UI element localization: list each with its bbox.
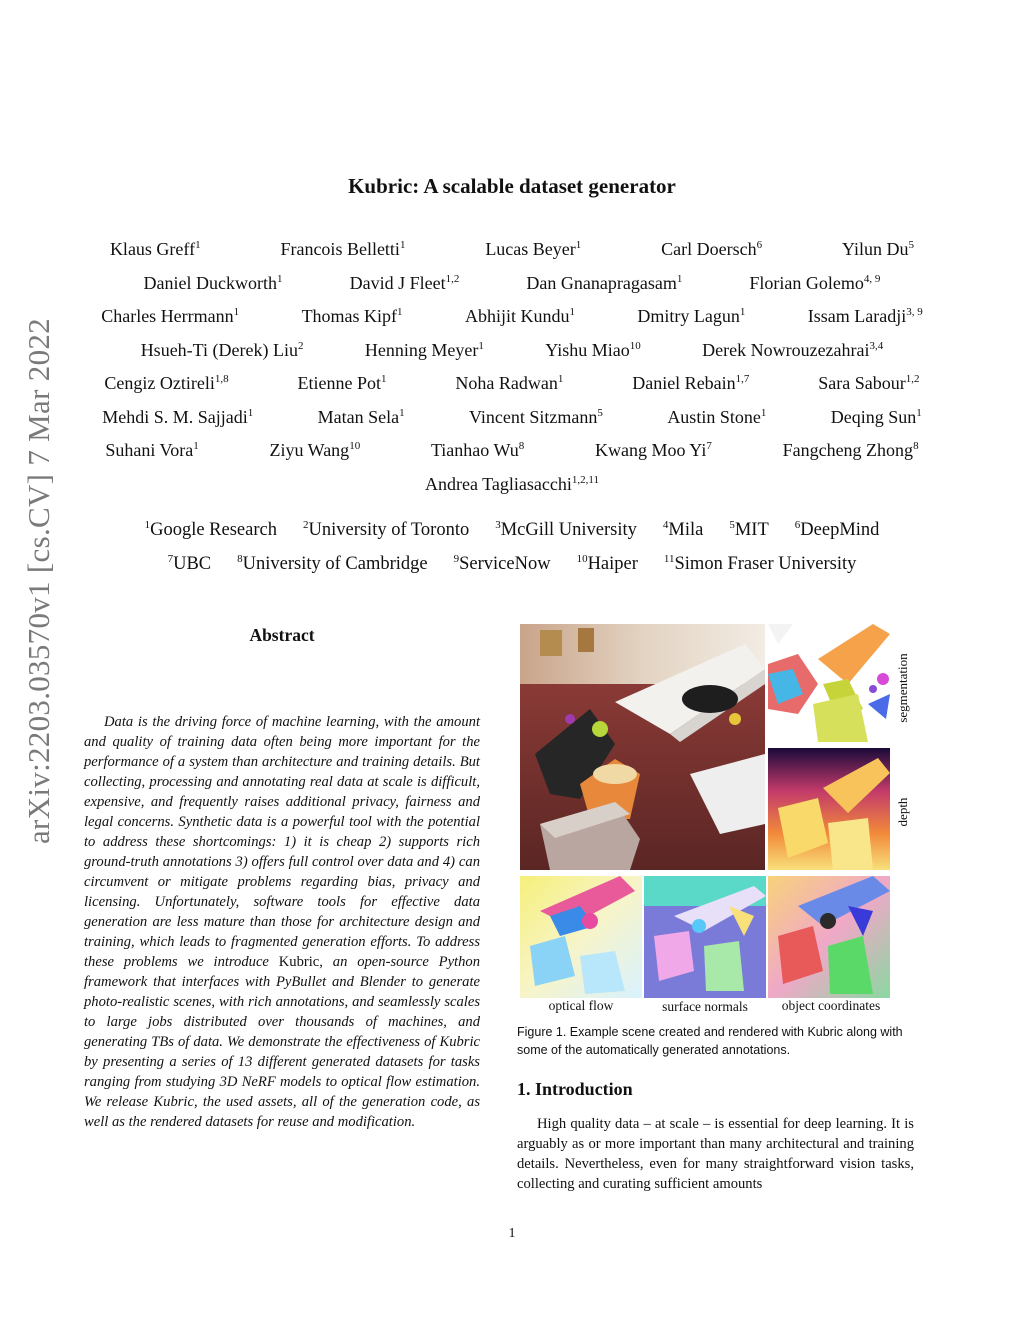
author-affiliation-number: 1 — [381, 373, 387, 385]
author-affiliation-number: 1 — [277, 273, 283, 285]
affiliation: $^{10}$Haiper — [576, 552, 638, 574]
author-name: Thomas Kipf$^1$ — [301, 306, 403, 326]
affiliation-number: 4 — [662, 518, 669, 531]
object-coordinates-image — [768, 876, 890, 998]
author-affiliation-number: 5 — [908, 239, 915, 251]
kubric-name: Kubric — [278, 954, 320, 970]
author-name: Suhani Vora$^1$ — [105, 440, 199, 460]
abstract-text-part: Data is the driving force of machine learning, with the amount and quality of training data often being more important for the performance of a system than architecture and training details. But collecting, processing and annotating real data at scale is difficult, expensive, and frequently raises additional privacy, fairness and legal concerns. Synthetic data is a powerful tool with the potential to address these shortcomings: 1) it is cheap 2) supports rich ground-truth annotations 3) offers full control over data and 4) can circumvent or mitigate problems regarding bias, privacy and licensing. Unfortunately, software tools for effective data generation are less mature than those for architecture design and training, which leads to fragmented generation efforts. To address these problems we introduce — [84, 714, 480, 970]
author-name: Hsueh-Ti (Derek) Liu$^2$ — [140, 340, 304, 360]
author-name: Abhijit Kundu$^1$ — [464, 306, 575, 326]
author-affiliation-number: 1,8 — [214, 373, 229, 385]
author-affiliation-number: 1 — [195, 239, 201, 251]
author-name: David J Fleet$^{1,2}$ — [349, 273, 460, 293]
author-name: Issam Laradji$^{3, 9}$ — [807, 306, 923, 326]
author-affiliation-number: 1,7 — [735, 373, 750, 385]
author-name: Sara Sabour$^{1,2}$ — [818, 373, 920, 393]
affiliation: $^7$UBC — [167, 552, 212, 574]
author-name: Dmitry Lagun$^1$ — [637, 306, 746, 326]
affiliation-number: 2 — [302, 518, 309, 531]
author-name: Andrea Tagliasacchi$^{1,2,11}$ — [425, 474, 599, 494]
author-row — [70, 373, 954, 394]
author-row — [110, 273, 914, 294]
author-name: Mehdi S. M. Sajjadi$^1$ — [102, 407, 254, 427]
author-affiliation-number: 1 — [399, 239, 406, 251]
author-affiliation-number: 1 — [916, 407, 922, 419]
author-affiliation-number: 10 — [349, 440, 361, 452]
affiliation: $^3$McGill University — [495, 518, 637, 540]
author-name: Ziyu Wang$^{10}$ — [269, 440, 361, 460]
author-affiliation-number: 1 — [478, 340, 484, 352]
segmentation-image — [768, 624, 890, 746]
figure-label-depth: depth — [895, 797, 910, 827]
author-affiliation-number: 8 — [913, 440, 919, 452]
affiliation-number: 9 — [453, 552, 460, 565]
author-row — [70, 239, 954, 260]
author-name: Dan Gnanapragasam$^1$ — [526, 273, 683, 293]
author-name: Yishu Miao$^{10}$ — [545, 340, 641, 360]
author-affiliation-number: 3, 9 — [906, 306, 923, 318]
author-name: Etienne Pot$^1$ — [297, 373, 387, 393]
author-affiliation-number: 1,2 — [905, 373, 920, 385]
affiliation: $^1$Google Research — [144, 518, 277, 540]
affiliation-number: 8 — [237, 552, 243, 565]
author-row — [70, 306, 954, 327]
author-affiliation-number: 7 — [706, 440, 712, 452]
author-name: Fangcheng Zhong$^8$ — [782, 440, 919, 460]
author-name: Kwang Moo Yi$^7$ — [594, 440, 712, 460]
affiliation: $^{11}$Simon Fraser University — [663, 552, 857, 574]
author-affiliation-number: 6 — [756, 239, 763, 251]
author-row — [70, 474, 954, 495]
affiliation: $^8$University of Cambridge — [237, 552, 428, 574]
figure-label-optical-flow: optical flow — [548, 998, 614, 1013]
author-name: Daniel Rebain$^{1,7}$ — [632, 373, 750, 393]
affiliation-number: 3 — [495, 518, 501, 531]
surface-normals-image — [644, 876, 766, 998]
figure-label-segmentation: segmentation — [895, 653, 910, 723]
affiliation: $^9$ServiceNow — [453, 552, 551, 574]
author-affiliation-number: 1 — [575, 239, 582, 251]
author-affiliation-number: 1,2 — [445, 273, 460, 285]
affiliation-number: 1 — [144, 518, 151, 531]
arxiv-identifier-stamp: arXiv:2203.03570v1 [cs.CV] 7 Mar 2022 — [21, 318, 56, 844]
author-affiliation-number: 1 — [676, 273, 683, 285]
author-name: Vincent Sitzmann$^5$ — [469, 407, 603, 427]
abstract-text-part: , an open-source Python framework that interfaces with PyBullet and Blender to generate photo-realistic scenes, with rich annotations, and seamlessly scales to large jobs distributed over thousands of machines, and generating TBs of data. We demonstrate the effectiveness of Kubric by presenting a series of 13 different generated datasets for tasks ranging from studying 3D NeRF models to optical flow estimation. We release Kubric, the used assets, all of the generation code, as well as the rendered datasets for reuse and modification. — [84, 954, 480, 1130]
author-affiliation-number: 3,4 — [869, 340, 884, 352]
affiliation-row — [70, 520, 954, 541]
affiliation: $^4$Mila — [662, 518, 704, 540]
introduction-text: High quality data – at scale – is essential for deep learning. It is arguably as or more important than many architectural and training details. Nevertheless, even for many straightforward vision tasks, collecting and curating sufficient amounts — [517, 1116, 914, 1192]
author-affiliation-number: 1,2,11 — [571, 474, 599, 486]
author-name: Klaus Greff$^1$ — [109, 239, 201, 259]
affiliation: $^5$MIT — [729, 518, 769, 540]
author-row — [110, 340, 914, 361]
page-number: 1 — [508, 1226, 516, 1241]
author-name: Daniel Duckworth$^1$ — [143, 273, 283, 293]
author-name: Derek Nowrouzezahrai$^{3,4}$ — [702, 340, 884, 360]
author-affiliation-number: 8 — [518, 440, 525, 452]
author-name: Tianhao Wu$^8$ — [430, 440, 525, 460]
paper-title: Kubric: A scalable dataset generator — [348, 174, 676, 198]
depth-image — [768, 748, 890, 870]
affiliation-number: 7 — [167, 552, 174, 565]
author-affiliation-number: 5 — [597, 407, 603, 419]
author-name: Henning Meyer$^1$ — [364, 340, 484, 360]
rendered-scene-image — [520, 624, 765, 870]
author-row — [70, 440, 954, 461]
author-affiliation-number: 1 — [557, 373, 564, 385]
author-name: Deqing Sun$^1$ — [830, 407, 922, 427]
introduction-heading: 1. Introduction — [517, 1079, 633, 1099]
author-name: Cengiz Oztireli$^{1,8}$ — [104, 373, 229, 393]
author-affiliation-number: 1 — [193, 440, 199, 452]
author-affiliation-number: 1 — [233, 306, 240, 318]
author-name: Lucas Beyer$^1$ — [485, 239, 582, 259]
affiliation-row — [70, 554, 954, 575]
author-row — [70, 407, 954, 428]
affiliation-number: 11 — [663, 552, 675, 565]
figure-label-object-coordinates: object coordinates — [781, 998, 881, 1013]
affiliation-number: 6 — [794, 518, 801, 531]
abstract-text — [84, 712, 480, 1132]
author-affiliation-number: 1 — [399, 407, 405, 419]
author-affiliation-number: 1 — [247, 407, 254, 419]
author-name: Noha Radwan$^1$ — [455, 373, 564, 393]
figure-caption: Figure 1. Example scene created and rendered with Kubric along with some of the automatically generated annotations. — [517, 1025, 903, 1057]
affiliation: $^6$DeepMind — [794, 518, 880, 540]
author-name: Florian Golemo$^{4, 9}$ — [749, 273, 881, 293]
figure-1 — [520, 624, 908, 1016]
author-name: Matan Sela$^1$ — [317, 407, 405, 427]
affiliation-number: 5 — [729, 518, 735, 531]
author-affiliation-number: 1 — [760, 407, 767, 419]
author-affiliation-number: 10 — [629, 340, 641, 352]
author-name: Carl Doersch$^6$ — [661, 239, 763, 259]
abstract-heading: Abstract — [249, 625, 315, 645]
author-affiliation-number: 1 — [569, 306, 575, 318]
author-name: Yilun Du$^5$ — [842, 239, 915, 259]
author-affiliation-number: 1 — [397, 306, 403, 318]
affiliation: $^2$University of Toronto — [302, 518, 470, 540]
author-affiliation-number: 4, 9 — [863, 273, 881, 285]
optical-flow-image — [520, 876, 642, 998]
author-name: Austin Stone$^1$ — [667, 407, 767, 427]
author-name: Francois Belletti$^1$ — [280, 239, 406, 259]
figure-label-surface-normals: surface normals — [662, 999, 748, 1014]
author-name: Charles Herrmann$^1$ — [101, 306, 240, 326]
affiliation-number: 10 — [576, 552, 588, 565]
author-affiliation-number: 1 — [739, 306, 746, 318]
author-affiliation-number: 2 — [298, 340, 304, 352]
